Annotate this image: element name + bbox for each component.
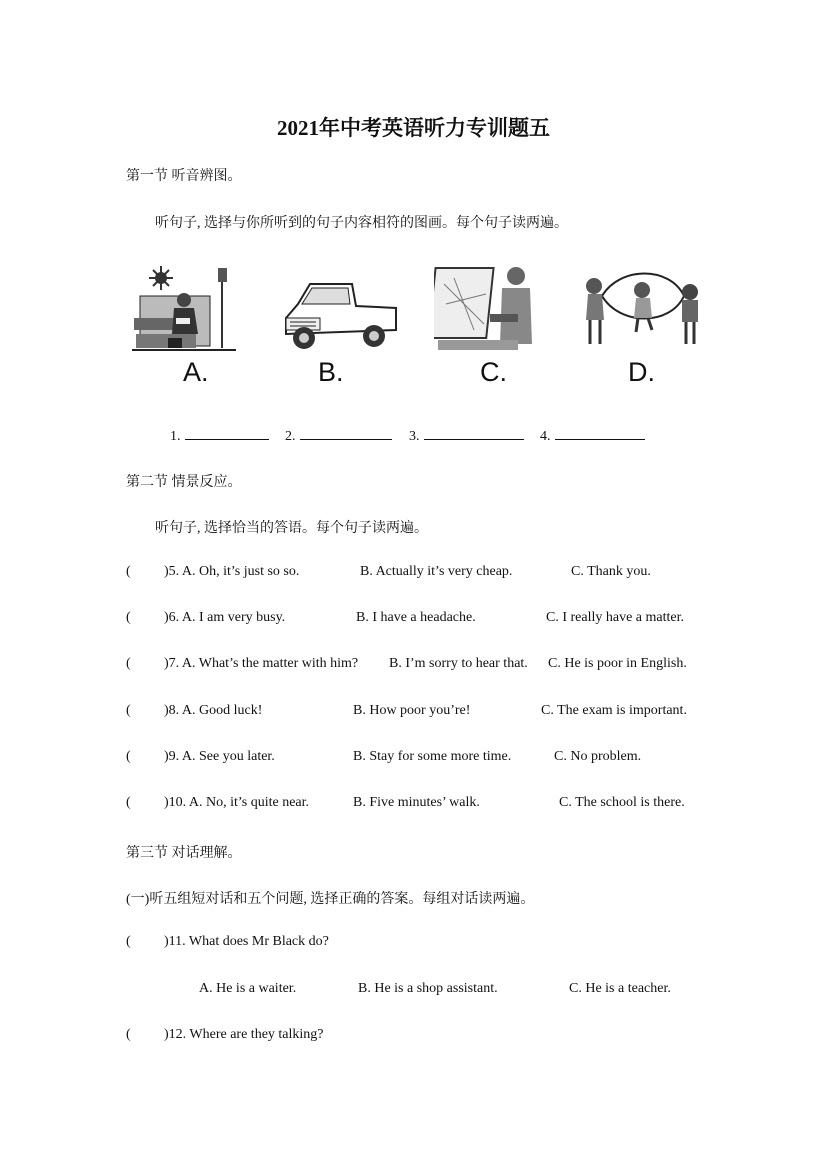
answer-paren[interactable]: ( bbox=[126, 564, 131, 579]
answer-paren[interactable]: ( bbox=[126, 703, 131, 718]
answer-blank-4[interactable] bbox=[555, 425, 645, 440]
answer-1: 1. bbox=[170, 425, 269, 445]
question-8-b: B. How poor you’re! bbox=[353, 703, 471, 718]
question-6-b: B. I have a headache. bbox=[356, 610, 476, 625]
section3-instruction: (一)听五组短对话和五个问题, 选择正确的答案。每组对话读两遍。 bbox=[126, 892, 535, 907]
answer-4: 4. bbox=[540, 425, 645, 445]
question-9-b: B. Stay for some more time. bbox=[353, 749, 512, 764]
question-10-b: B. Five minutes’ walk. bbox=[353, 795, 480, 810]
picture-label-c: C. bbox=[480, 357, 507, 387]
answer-paren[interactable]: ( bbox=[126, 934, 131, 949]
question-7-a: )7. A. What’s the matter with him? bbox=[164, 656, 359, 671]
question-11-a: A. He is a waiter. bbox=[199, 981, 297, 996]
answer-blank-2[interactable] bbox=[300, 425, 392, 440]
question-9-a: )9. A. See you later. bbox=[164, 749, 275, 764]
answer-2: 2. bbox=[285, 425, 392, 445]
answer-3: 3. bbox=[409, 425, 524, 445]
question-7-b: B. I’m sorry to hear that. bbox=[389, 656, 528, 671]
section3-heading: 第三节 对话理解。 bbox=[126, 846, 242, 861]
question-5-c: C. Thank you. bbox=[571, 564, 651, 579]
question-11-b: B. He is a shop assistant. bbox=[358, 981, 498, 996]
question-5-b: B. Actually it’s very cheap. bbox=[360, 564, 513, 579]
question-10-a: )10. A. No, it’s quite near. bbox=[164, 795, 310, 810]
question-6-c: C. I really have a matter. bbox=[546, 610, 684, 625]
section1-instruction: 听句子, 选择与你所听到的句子内容相符的图画。每个句子读两遍。 bbox=[155, 216, 568, 231]
question-9-c: C. No problem. bbox=[554, 749, 642, 764]
person-drawing-icon bbox=[434, 264, 536, 356]
pickup-truck-icon bbox=[280, 278, 400, 352]
question-8-a: )8. A. Good luck! bbox=[164, 703, 263, 718]
answer-paren[interactable]: ( bbox=[126, 749, 131, 764]
picture-label-d: D. bbox=[628, 357, 655, 387]
question-11-stem: )11. What does Mr Black do? bbox=[164, 934, 329, 949]
picture-label-a: A. bbox=[183, 357, 209, 387]
man-on-bench-icon bbox=[132, 264, 236, 356]
question-6-a: )6. A. I am very busy. bbox=[164, 610, 286, 625]
section1-heading: 第一节 听音辨图。 bbox=[126, 169, 242, 184]
answer-blank-1[interactable] bbox=[185, 425, 269, 440]
page-title: 2021年中考英语听力专训题五 bbox=[277, 116, 550, 140]
question-7-c: C. He is poor in English. bbox=[548, 656, 687, 671]
answer-paren[interactable]: ( bbox=[126, 1027, 131, 1042]
section2-heading: 第二节 情景反应。 bbox=[126, 475, 242, 490]
answer-paren[interactable]: ( bbox=[126, 795, 131, 810]
answer-paren[interactable]: ( bbox=[126, 610, 131, 625]
answer-blank-3[interactable] bbox=[424, 425, 524, 440]
picture-label-b: B. bbox=[318, 357, 344, 387]
question-11-c: C. He is a teacher. bbox=[569, 981, 671, 996]
answer-paren[interactable]: ( bbox=[126, 656, 131, 671]
question-12-stem: )12. Where are they talking? bbox=[164, 1027, 324, 1042]
jump-rope-kids-icon bbox=[580, 266, 704, 348]
question-5-a: )5. A. Oh, it’s just so so. bbox=[164, 564, 300, 579]
question-8-c: C. The exam is important. bbox=[541, 703, 687, 718]
section2-instruction: 听句子, 选择恰当的答语。每个句子读两遍。 bbox=[155, 521, 428, 536]
question-10-c: C. The school is there. bbox=[559, 795, 685, 810]
